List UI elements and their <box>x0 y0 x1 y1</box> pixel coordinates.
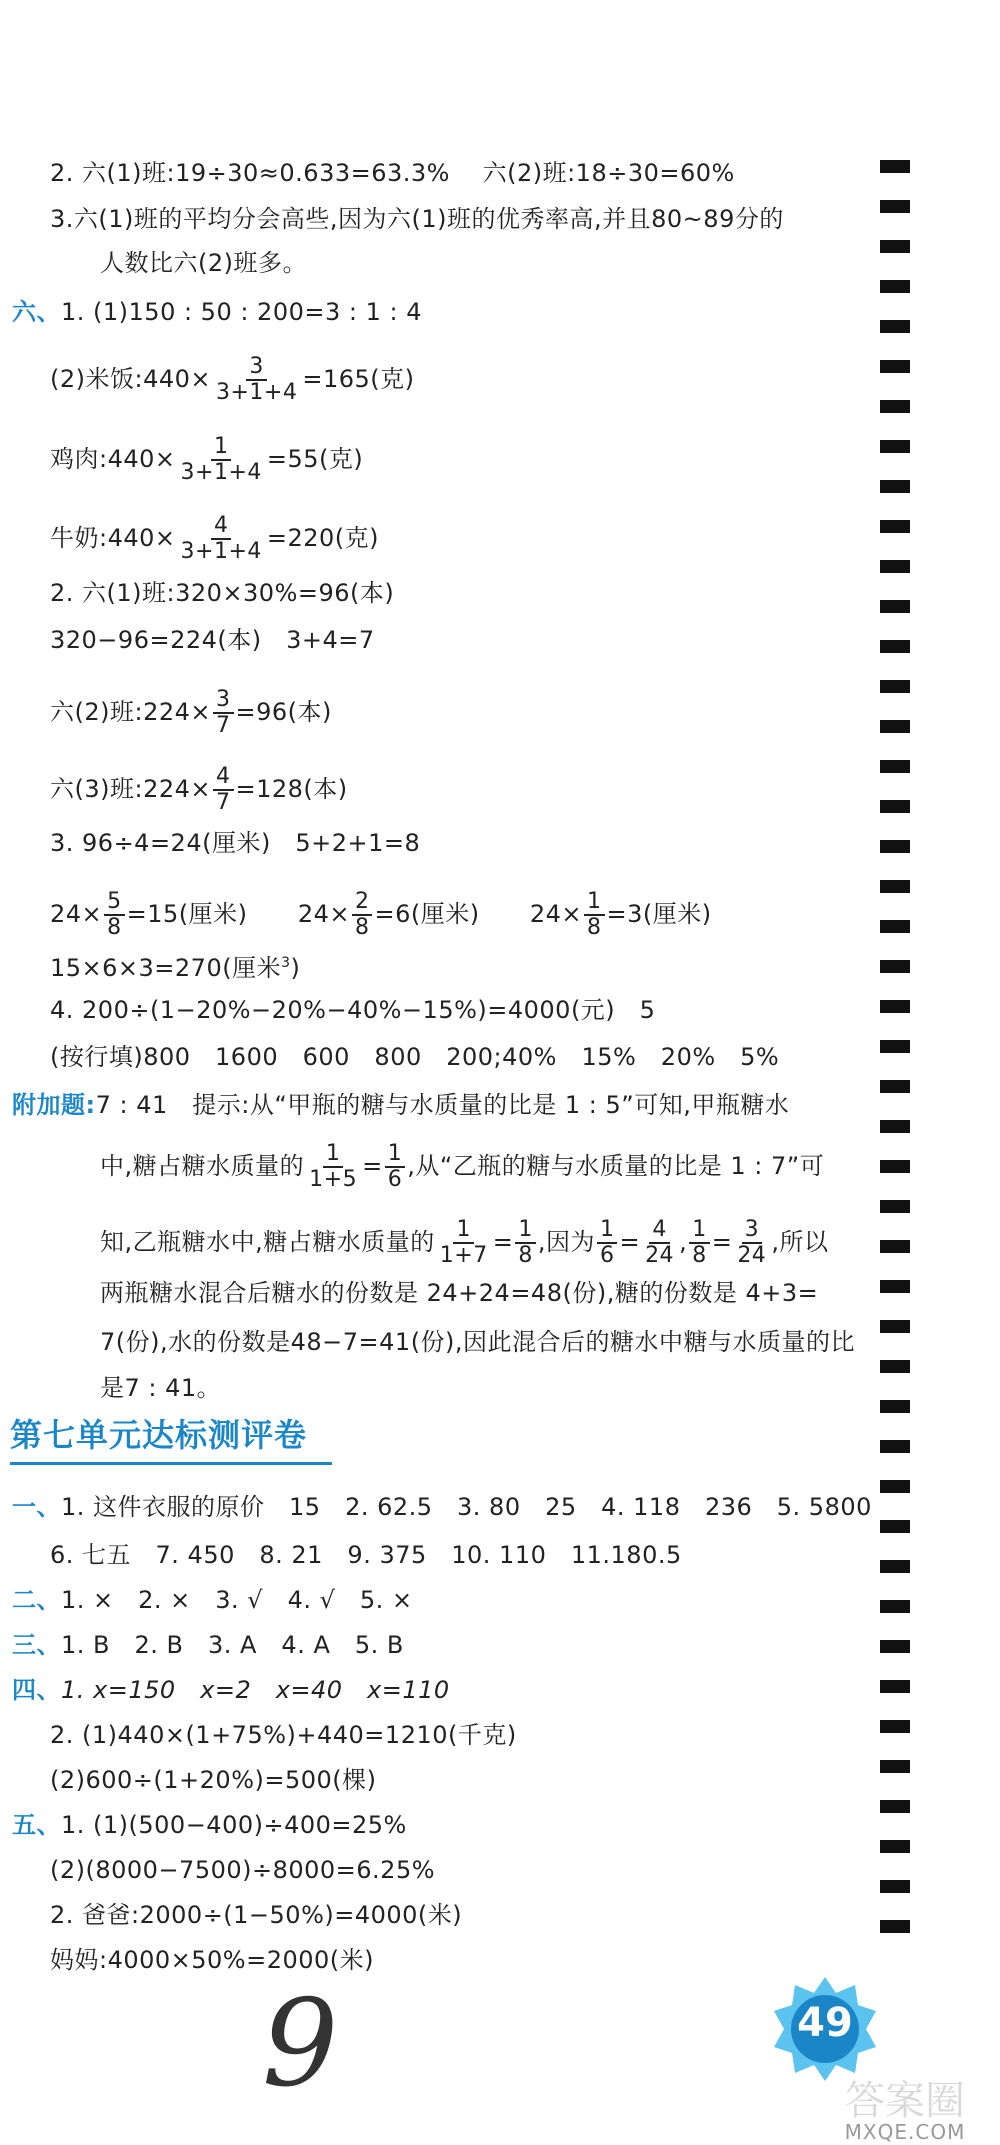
fraction: $\frac{3}{24}$ <box>737 1217 767 1269</box>
answer-line: 3.六(1)班的平均分会高些,因为六(1)班的优秀率高,并且80~89分的 <box>50 205 784 233</box>
fraction: $\frac{1}{6}$ <box>597 1218 618 1268</box>
answer-line: 2. 爸爸:2000÷(1−50%)=4000(米) <box>50 1901 463 1929</box>
answer-line: 24× $\frac{5}{8}$ =15(厘米) 24× $\frac{2}{8}$ =6(厘米) 24× $\frac{1}{8}$ =3(厘米) <box>50 889 712 941</box>
section-underline <box>10 1462 332 1465</box>
bonus-marker: 附加题: <box>12 1091 96 1119</box>
fraction: $\frac{1}{6}$ <box>385 1142 406 1192</box>
page-number: 49 <box>797 2000 853 2046</box>
section-marker: 一、 <box>12 1493 61 1521</box>
answer-line: 两瓶糖水混合后糖水的份数是 24+24=48(份),糖的份数是 4+3= <box>100 1279 819 1307</box>
answer-line: 三、1. B 2. B 3. A 4. A 5. B <box>12 1631 404 1659</box>
fraction: $\frac{1}{3+1+4}$ <box>180 434 262 486</box>
answer-line: (按行填)800 1600 600 800 200;40% 15% 20% 5% <box>50 1043 780 1071</box>
answer-line: (2)(8000−7500)÷8000=6.25% <box>50 1856 436 1884</box>
section-marker: 六、 <box>12 298 61 326</box>
fraction: $\frac{5}{8}$ <box>104 890 125 940</box>
answer-line: 15×6×3=270(厘米$^3$) <box>50 954 301 982</box>
answer-line: 2. (1)440×(1+75%)+440=1210(千克) <box>50 1721 517 1749</box>
fraction: $\frac{4}{3+1+4}$ <box>180 513 262 565</box>
answer-line: 附加题:7 : 41 提示:从“甲瓶的糖与水质量的比是 1 : 5”可知,甲瓶糖水 <box>12 1091 790 1119</box>
section-marker: 五、 <box>12 1811 61 1839</box>
section-title: 第七单元达标测评卷 <box>10 1416 308 1454</box>
answer-line: 知,乙瓶糖水中,糖占糖水质量的 $\frac{1}{1+7}$ = $\frac{1}{8}$ ,因为 $\frac{1}{6}$ = $\frac{4}{24}$ , $\frac{1}{8}$ = $\frac{3}{24}$ ,所以 <box>100 1217 829 1269</box>
answer-line: 五、1. (1)(500−400)÷400=25% <box>12 1811 407 1839</box>
answer-line: 是7 : 41。 <box>100 1374 222 1402</box>
answer-line: 一、1. 这件衣服的原价 15 2. 62.5 3. 80 25 4. 118 236 5. 5800 <box>12 1493 872 1521</box>
answer-line: 2. 六(1)班:19÷30≈0.633=63.3% 六(2)班:18÷30=60% <box>50 159 735 187</box>
section-marker: 二、 <box>12 1586 61 1614</box>
binding-strip <box>880 160 910 1940</box>
answer-line: 六(2)班:224× $\frac{3}{7}$ =96(本) <box>50 687 332 739</box>
fraction: $\frac{1}{8}$ <box>584 890 605 940</box>
fraction: $\frac{1}{1+5}$ <box>309 1141 358 1193</box>
watermark-text: 答案圈 <box>845 2078 965 2124</box>
answer-line: 六、1. (1)150 : 50 : 200=3 : 1 : 4 <box>12 298 422 326</box>
answer-line: 人数比六(2)班多。 <box>100 249 307 277</box>
fraction: $\frac{1}{1+7}$ <box>439 1217 488 1269</box>
handwritten-mark: 9 <box>262 1975 339 2114</box>
fraction: $\frac{2}{8}$ <box>352 890 373 940</box>
section-marker: 四、 <box>12 1676 61 1704</box>
answer-line: 2. 六(1)班:320×30%=96(本) <box>50 579 395 607</box>
answer-line: 6. 七五 7. 450 8. 21 9. 375 10. 110 11.180.5 <box>50 1541 682 1569</box>
answer-line: 320−96=224(本) 3+4=7 <box>50 626 375 654</box>
answer-line: 妈妈:4000×50%=2000(米) <box>50 1946 375 1974</box>
answer-line: (2)600÷(1+20%)=500(棵) <box>50 1766 377 1794</box>
answer-line: 中,糖占糖水质量的 $\frac{1}{1+5}$ = $\frac{1}{6}$ ,从“乙瓶的糖与水质量的比是 1 : 7”可 <box>100 1141 825 1193</box>
answer-line: 牛奶:440× $\frac{4}{3+1+4}$ =220(克) <box>50 513 380 565</box>
fraction: $\frac{3}{3+1+4}$ <box>216 354 298 406</box>
section-marker: 三、 <box>12 1631 61 1659</box>
fraction: $\frac{1}{8}$ <box>689 1218 710 1268</box>
fraction: $\frac{3}{7}$ <box>213 688 234 738</box>
answer-line: 鸡肉:440× $\frac{1}{3+1+4}$ =55(克) <box>50 434 364 486</box>
fraction: $\frac{4}{7}$ <box>213 765 234 815</box>
answer-line: 3. 96÷4=24(厘米) 5+2+1=8 <box>50 829 421 857</box>
answer-line: 二、1. × 2. × 3. √ 4. √ 5. × <box>12 1586 413 1614</box>
watermark-url: MXQE.COM <box>844 2120 966 2144</box>
fraction: $\frac{1}{8}$ <box>515 1218 536 1268</box>
answer-line: (2)米饭:440× $\frac{3}{3+1+4}$ =165(克) <box>50 354 415 406</box>
answer-line: 六(3)班:224× $\frac{4}{7}$ =128(本) <box>50 764 348 816</box>
answer-line: 7(份),水的份数是48−7=41(份),因此混合后的糖水中糖与水质量的比 <box>100 1328 856 1356</box>
answer-line: 4. 200÷(1−20%−20%−40%−15%)=4000(元) 5 <box>50 996 656 1024</box>
fraction: $\frac{4}{24}$ <box>645 1217 675 1269</box>
answer-line: 四、1. x=150 x=2 x=40 x=110 <box>12 1676 450 1704</box>
